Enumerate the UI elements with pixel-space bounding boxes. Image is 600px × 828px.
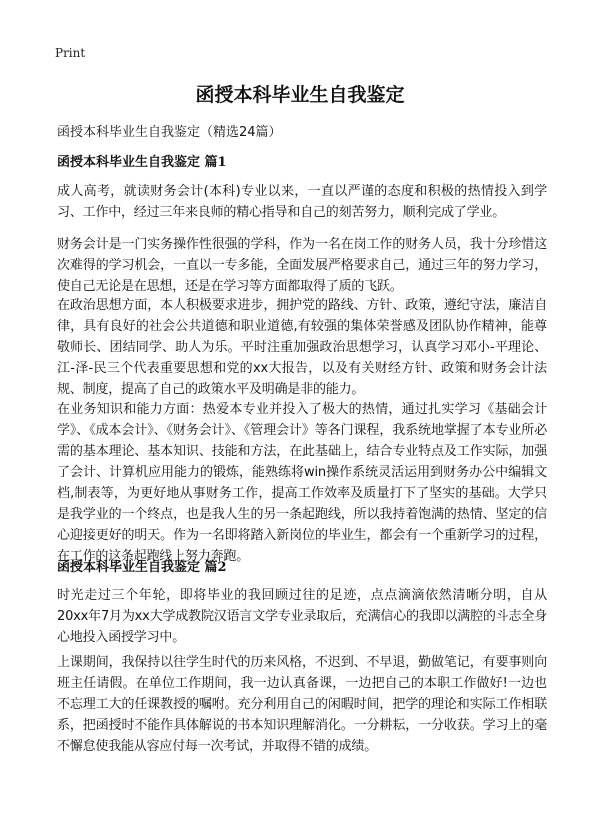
paragraph: 上课期间，我保持以往学生时代的历来风格，不迟到、不早退，勤做笔记，有要事则向班主任请假。在单位工作期间，我一边认真备课，一边把自己的本职工作做好!一边也不忘理工大的任课教授的嘱咐。充分利用自己的闲暇时间，把学的理论和实际工作相联系，把函授时不能作具体解说的书本知识理解消化。一分耕耘，一分收获。学习上的毫不懈怠使我能从容应付每一次考试，并取得不错的成绩。	[57, 655, 547, 754]
paragraph: 时光走过三个年轮，即将毕业的我回顾过往的足迹，点点滴滴依然清晰分明，自从20xx年7月为xx大学成教院汉语言文学专业录取后，充满信心的我即以满腔的斗志全身心地投入函授学习中。	[57, 588, 547, 645]
paragraph: 财务会计是一门实务操作性很强的学科，作为一名在岗工作的财务人员，我十分珍惜这次难得的学习机会，一直以一专多能，全面发展严格要求自己，通过三年的努力学习，使自己无论是在思想，还是在学习等方面都取得了质的飞跃。	[57, 237, 547, 294]
paragraph: 在政治思想方面，本人积极要求进步，拥护党的路线、方针、政策，遵纪守法，廉洁自律，具有良好的社会公共道德和职业道德,有较强的集体荣誉感及团队协作精神，能尊敬师长、团结同学、助人为乐。平时注重加强政治思想学习，认真学习邓小-平理论、江-泽-民三个代表重要思想和党的xx大报告，以及有关财经方针、政策和财务会计法规、制度，提高了自己的政策水平及明确是非的能力。	[57, 298, 547, 397]
section-heading-2: 函授本科毕业生自我鉴定 篇2	[57, 560, 227, 575]
page-title: 函授本科毕业生自我鉴定	[195, 84, 405, 106]
print-link[interactable]: Print	[55, 46, 86, 60]
paragraph: 在业务知识和能力方面：热爱本专业并投入了极大的热情，通过扎实学习《基础会计学》、《成本会计》、《财务会计》、《管理会计》等各门课程，我系统地掌握了本专业所必需的基本理论、基本知识、技能和方法，在此基础上，结合专业特点及工作实际，加强了会计、计算机应用能力的锻炼，能熟练将win操作系统灵活运用到财务办公中编辑文档,制表等，为更好地从事财务工作，提高工作效率及质量打下了坚实的基础。大学只是我学业的一个终点，也是我人生的另一条起跑线，所以我持着饱满的热情、坚定的信心迎接更好的明天。作为一名即将踏入新岗位的毕业生，都会有一个重新学习的过程，在工作的这条起跑线上努力奔跑。	[57, 402, 547, 564]
paragraph: 成人高考，就读财务会计(本科)专业以来，一直以严谨的态度和积极的热情投入到学习、工作中，经过三年来良师的精心指导和自己的刻苦努力，顺利完成了学业。	[57, 184, 547, 220]
section-heading-1: 函授本科毕业生自我鉴定 篇1	[57, 155, 227, 170]
document-subtitle: 函授本科毕业生自我鉴定（精选24篇）	[57, 125, 282, 140]
